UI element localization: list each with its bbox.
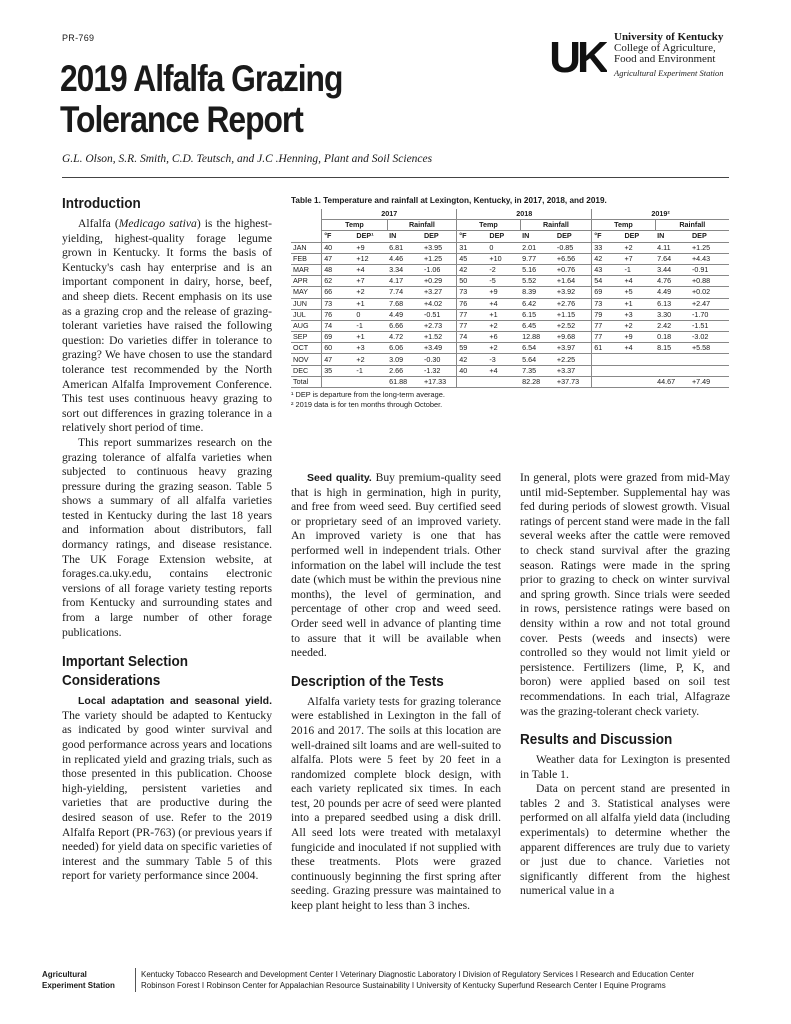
table-cell: 77 [592,320,623,331]
table-cell: 3.09 [387,354,422,365]
intro-p1-rest: ) is the highest-yielding, highest-quality forage legume grown in Kentucky. It forms the basis of Kentucky's cash hay enterprise and is an important component in dairy, horse, beef, and sheep diets. Recent emphasis on its use as a grazing crop and the release of grazing-tolerant varieties have raised the following question: Do varieties differ in tolerance to grazing? We have chosen to use the standard tolerance test recommended by the North American Alfalfa Improvement Conference. This test uses continuous heavy grazing to sort out differences in grazing tolerance in a relatively short period of time. [62,217,273,435]
table-cell: +5.58 [690,343,729,354]
table-cell: 7.74 [387,287,422,298]
table-cell: 74 [457,332,488,343]
table-cell: 69 [592,287,623,298]
seed-text: Buy premium-quality seed that is high in germination, high in purity, and free from weed seed. Buy certified seed or proprietary seed of an improved variety. An improved variety is one that has performed well in independent trials. Other information on the label will include the test date (which must be within the previous nine months), the level of germination, and percentage of other crop and weed seed. Order seed well in advance of planting time to assure that it will be available when needed. [291,471,501,660]
footer-left-line-2: Experiment Station [42,981,115,990]
table-cell: 0 [354,309,387,320]
table-cell: 7.68 [387,298,422,309]
table-cell: +2.47 [690,298,729,309]
table-cell: 5.16 [520,264,555,275]
page-title [60,58,421,140]
table-cell: +9 [622,332,655,343]
group-rainfall: Rainfall [387,220,457,231]
table-cell: 66 [322,287,355,298]
table-row [291,276,729,287]
row-label-cell: AUG [291,320,322,331]
table-cell: 6.81 [387,242,422,253]
table-cell: 5.64 [520,354,555,365]
table-cell: 48 [322,264,355,275]
table-cell: +9 [354,242,387,253]
table-row [291,242,729,253]
table-cell: +4 [622,276,655,287]
table-cell: +1 [354,298,387,309]
table-cell: 8.15 [655,343,690,354]
table-row [291,309,729,320]
row-label-cell: NOV [291,354,322,365]
intro-paragraph-2: This report summarizes research on the grazing tolerance of alfalfa varieties when subjected to continuous heavy grazing pressure during the grazing season. Table 5 shows a summary of all alfalfa varieties tested in Kentucky during the last 18 years and information about distributors, fall dormancy ratings, and disease resistance. The UK Forage Extension website, at forages.ca.uky.edu, contains electronic versions of all forage variety testing reports from Kentucky and surrounding states and from a large number of other forage publications. [62,435,272,639]
table-cell [655,354,690,365]
table-cell: 4.46 [387,253,422,264]
year-header-row [291,209,729,220]
table-cell: 6.54 [520,343,555,354]
table-row [291,343,729,354]
column-right [520,471,730,899]
table-cell: -1.32 [422,365,457,376]
footer-station-label [42,969,127,991]
selection-text: The variety should be adapted to Kentucky as indicated by good winter survival and good performance across years and locations in replicated yield and grazing trials, such as those presented in this publication. Choose high-yielding, persistent varieties and varieties that are productive during the desired season of use. Refer to the 2019 Alfalfa Report (PR-763) (or previous years if needed) for yield data on specific varieties of interest and the summary Table 5 of this report for variety performance since 2004. [62,708,272,883]
table-cell: 47 [322,354,355,365]
blank-cell [291,220,322,231]
svg-text:UK: UK [549,33,605,80]
group-rainfall: Rainfall [520,220,592,231]
footer-right-line-1: Kentucky Tobacco Research and Development Center I Veterinary Diagnostic Laboratory I Division of Regulatory Services I Research and Education Center [141,970,695,979]
station-name: Agricultural Experiment Station [614,68,724,78]
table-cell [322,376,355,387]
table-cell: +7 [622,253,655,264]
table-cell: 6.13 [655,298,690,309]
table-cell: +6 [487,332,520,343]
column-header: DEP [555,231,592,242]
group-temp: Temp [457,220,520,231]
table-cell: -1.70 [690,309,729,320]
table-cell: +6.56 [555,253,592,264]
intro-p1-start: Alfalfa ( [78,217,119,230]
table-1 [291,196,729,410]
table-cell: +3 [622,309,655,320]
table-cell [592,365,623,376]
table-cell: +3.37 [555,365,592,376]
table-cell: +3 [354,343,387,354]
title-line-1: 2019 Alfalfa Grazing [60,58,343,99]
column-header: DEP [622,231,655,242]
table-cell: +3.95 [422,242,457,253]
table-cell: +2 [622,320,655,331]
header-rule [62,177,729,178]
table-cell: +2.73 [422,320,457,331]
year-2019: 2019² [592,209,729,220]
table-cell: 61 [592,343,623,354]
table-cell: +3.92 [555,287,592,298]
table-cell [592,354,623,365]
table-cell: +0.76 [555,264,592,275]
table-cell: 4.49 [655,287,690,298]
footer-left-line-1: Agricultural [42,970,87,979]
table-cell: +1.52 [422,332,457,343]
college-line-1: College of Agriculture, [614,42,716,54]
results-paragraph-2: Data on percent stand are presented in tables 2 and 3. Statistical analyses were performed on all alfalfa yield data (including experimentals) to determine whether the apparent differences are truly due to variety or just due to chance. Varieties not significantly different from the highest numerical value in a [520,782,730,898]
table-cell: 2.66 [387,365,422,376]
table-cell: +3.49 [422,343,457,354]
weather-table [291,209,729,388]
table-cell: +2 [622,242,655,253]
row-label-cell: MAY [291,287,322,298]
blank-cell [291,209,322,220]
table-cell: -2 [487,264,520,275]
college-line-2: Food and Environment [614,53,716,65]
row-label-cell: Total [291,376,322,387]
table-cell: 4.11 [655,242,690,253]
table-cell: 44.67 [655,376,690,387]
table-cell: 74 [322,320,355,331]
table-cell: 33 [592,242,623,253]
column-header: IN [387,231,422,242]
table-cell: -0.51 [422,309,457,320]
selection-paragraph [62,694,272,884]
table-cell: +3.97 [555,343,592,354]
table-cell: +1.15 [555,309,592,320]
table-cell: +3.27 [422,287,457,298]
table-cell: -0.91 [690,264,729,275]
table-footnote-1: ¹ DEP is departure from the long-term average. [291,390,445,399]
column-header: DEP [422,231,457,242]
footer-units [141,969,751,991]
blank-cell [291,231,322,242]
table-cell: 82.28 [520,376,555,387]
table-cell: +4 [487,298,520,309]
footer [42,968,747,994]
table-cell: 73 [592,298,623,309]
group-rainfall: Rainfall [655,220,729,231]
table-cell: 73 [457,287,488,298]
table-cell: -3 [487,354,520,365]
table-cell: 2.01 [520,242,555,253]
authors: G.L. Olson, S.R. Smith, C.D. Teutsch, and J.C .Henning, Plant and Soil Sciences [62,153,433,165]
table-cell: +37.73 [555,376,592,387]
table-caption: Table 1. Temperature and rainfall at Lexington, Kentucky, in 2017, 2018, and 2019. [291,196,607,205]
table-cell: 12.88 [520,332,555,343]
table-cell [655,365,690,376]
row-label-cell: SEP [291,332,322,343]
table-cell: 47 [322,253,355,264]
table-cell: 43 [592,264,623,275]
table-cell: +0.88 [690,276,729,287]
table-cell: 0 [487,242,520,253]
table-cell: 77 [457,309,488,320]
table-cell: 3.34 [387,264,422,275]
table-cell: +2 [487,343,520,354]
table-cell: 76 [457,298,488,309]
table-cell: 4.17 [387,276,422,287]
tests-paragraph-1: Alfalfa variety tests for grazing tolerance were established in Lexington in the fall of 2016 and 2017. The soils at this location are well-drained silt loams and are well-suited to alfalfa. Plots were 5 feet by 20 feet in a randomized complete block design, with each variety replicated six times. In each test, 20 pounds per acre of seed were planted into a prepared seedbed using a disk drill. All seed lots were treated with metalaxyl fungicide and inoculated if not supplied with these treatments. Plots were grazed continuously beginning the first spring after seeding. Grazing pressure was maintained to keep plant height to less than 3 inches. [291,694,501,913]
table-cell: -1 [622,264,655,275]
table-cell: 3.30 [655,309,690,320]
results-paragraph-1: Weather data for Lexington is presented in Table 1. [520,753,730,781]
table-cell: 6.66 [387,320,422,331]
table-cell [457,376,488,387]
table-cell: 31 [457,242,488,253]
table-cell: +1.25 [422,253,457,264]
column-middle [291,471,501,914]
table-cell: +17.33 [422,376,457,387]
selection-subhead: Local adaptation and seasonal yield. [78,695,272,708]
footer-divider [135,968,136,992]
table-cell: 8.39 [520,287,555,298]
table-cell: +7.49 [690,376,729,387]
seed-subhead: Seed quality. [307,472,372,484]
table-cell: 6.15 [520,309,555,320]
table-row [291,298,729,309]
year-2018: 2018 [457,209,592,220]
table-cell: 40 [322,242,355,253]
table-cell: -1.06 [422,264,457,275]
table-row [291,332,729,343]
table-cell: -1 [354,320,387,331]
table-cell: +4.43 [690,253,729,264]
table-cell: -3.02 [690,332,729,343]
group-header-row [291,220,729,231]
row-label-cell: DEC [291,365,322,376]
table-cell: 6.42 [520,298,555,309]
table-cell: +7 [354,276,387,287]
row-label-cell: JUN [291,298,322,309]
column-header: °F [592,231,623,242]
selection-heading: Important Selection Considerations [62,653,189,690]
column-header: IN [655,231,690,242]
table-cell: 2.42 [655,320,690,331]
column-header: °F [457,231,488,242]
uk-logo [547,30,607,80]
table-cell: +2 [487,320,520,331]
table-cell: +1 [622,298,655,309]
group-temp: Temp [322,220,387,231]
table-cell: +5 [622,287,655,298]
table-cell [690,365,729,376]
table-cell: 42 [592,253,623,264]
table-cell: 9.77 [520,253,555,264]
column-left [62,194,272,884]
table-row [291,287,729,298]
table-cell: 54 [592,276,623,287]
row-label-cell: FEB [291,253,322,264]
table-cell: 6.45 [520,320,555,331]
table-cell: 61.88 [387,376,422,387]
row-label-cell: JAN [291,242,322,253]
table-cell: +9 [487,287,520,298]
table-cell: 4.76 [655,276,690,287]
table-cell: 77 [592,332,623,343]
table-cell: 5.52 [520,276,555,287]
table-row [291,354,729,365]
table-cell: +4 [487,365,520,376]
table-cell: 59 [457,343,488,354]
table-cell [622,354,655,365]
table-cell: 4.49 [387,309,422,320]
column-header: DEP [487,231,520,242]
table-cell: +4.02 [422,298,457,309]
row-label-cell: APR [291,276,322,287]
table-cell: 35 [322,365,355,376]
table-cell: +4 [354,264,387,275]
table-cell: 7.35 [520,365,555,376]
table-cell: +0.29 [422,276,457,287]
table-cell: +1 [354,332,387,343]
table-body [291,242,729,387]
table-cell [622,376,655,387]
table-cell: -5 [487,276,520,287]
table-cell: -0.85 [555,242,592,253]
table-cell: 69 [322,332,355,343]
table-row [291,264,729,275]
table-cell: 60 [322,343,355,354]
row-label-cell: MAR [291,264,322,275]
column-header: DEP¹ [354,231,387,242]
table-row [291,376,729,387]
column-header: DEP [690,231,729,242]
institution-block [614,31,784,78]
title-line-2: Tolerance Report [60,99,303,140]
results-heading: Results and Discussion [520,731,673,749]
table-cell: +10 [487,253,520,264]
table-cell: 42 [457,354,488,365]
table-cell: 4.72 [387,332,422,343]
table-cell [690,354,729,365]
table-cell: 77 [457,320,488,331]
group-temp: Temp [592,220,655,231]
table-cell: 45 [457,253,488,264]
table-cell: +0.02 [690,287,729,298]
table-cell: +12 [354,253,387,264]
table-cell: +9.68 [555,332,592,343]
table-cell: +1.25 [690,242,729,253]
column-header: IN [520,231,555,242]
table-cell [487,376,520,387]
tests-paragraph-2: In general, plots were grazed from mid-May until mid-September. Supplemental hay was fed during periods of slowest growth. Visual ratings of percent stand were made in the fall several weeks after the cattle were removed to check stand survival after the grazing season. Ratings were made in the spring prior to grazing to check on winter survival and spring growth. Since trials were seeded in rows, persistence ratings were based on density within a row and not total ground cover. Pests (weeds and insects) were controlled so they would not limit yield or persistence. Fertilizers (lime, P, K, and boron) were applied based on soil test recommendations. In each trial, Alfagraze was the grazing-tolerant check variety. [520,471,730,718]
table-cell: 79 [592,309,623,320]
row-label-cell: OCT [291,343,322,354]
table-row [291,320,729,331]
table-cell: +2 [354,287,387,298]
table-cell: +2.52 [555,320,592,331]
university-name: University of Kentucky [614,31,724,43]
table-cell: +4 [622,343,655,354]
table-cell: 3.44 [655,264,690,275]
table-cell [354,376,387,387]
table-row [291,365,729,376]
intro-heading: Introduction [62,195,141,212]
table-cell: +2.76 [555,298,592,309]
table-cell: 7.64 [655,253,690,264]
footer-right-line-2: Robinson Forest I Robinson Center for Appalachian Resource Sustainability I University of Kentucky Superfund Research Center I Equine Programs [141,981,666,990]
table-cell: -1.51 [690,320,729,331]
table-cell: 0.18 [655,332,690,343]
seed-paragraph [291,471,501,661]
tests-heading: Description of the Tests [291,672,444,690]
table-cell: +2.25 [555,354,592,365]
intro-latin-name: Medicago sativa [118,217,197,230]
table-cell: 76 [322,309,355,320]
table-cell: +2 [354,354,387,365]
table-cell: -1 [354,365,387,376]
table-cell: +1.64 [555,276,592,287]
table-cell: 73 [322,298,355,309]
table-cell: 6.06 [387,343,422,354]
table-footnote-2: ² 2019 data is for ten months through October. [291,400,443,409]
intro-paragraph-1 [62,217,272,436]
table-cell [592,376,623,387]
table-row [291,253,729,264]
report-code: PR-769 [62,33,95,43]
table-cell: -0.30 [422,354,457,365]
table-cell: 50 [457,276,488,287]
table-cell [622,365,655,376]
table-cell: 42 [457,264,488,275]
row-label-cell: JUL [291,309,322,320]
table-cell: 62 [322,276,355,287]
column-header: °F [322,231,355,242]
table-cell: 40 [457,365,488,376]
table-cell: +1 [487,309,520,320]
column-header-row [291,231,729,242]
year-2017: 2017 [322,209,457,220]
